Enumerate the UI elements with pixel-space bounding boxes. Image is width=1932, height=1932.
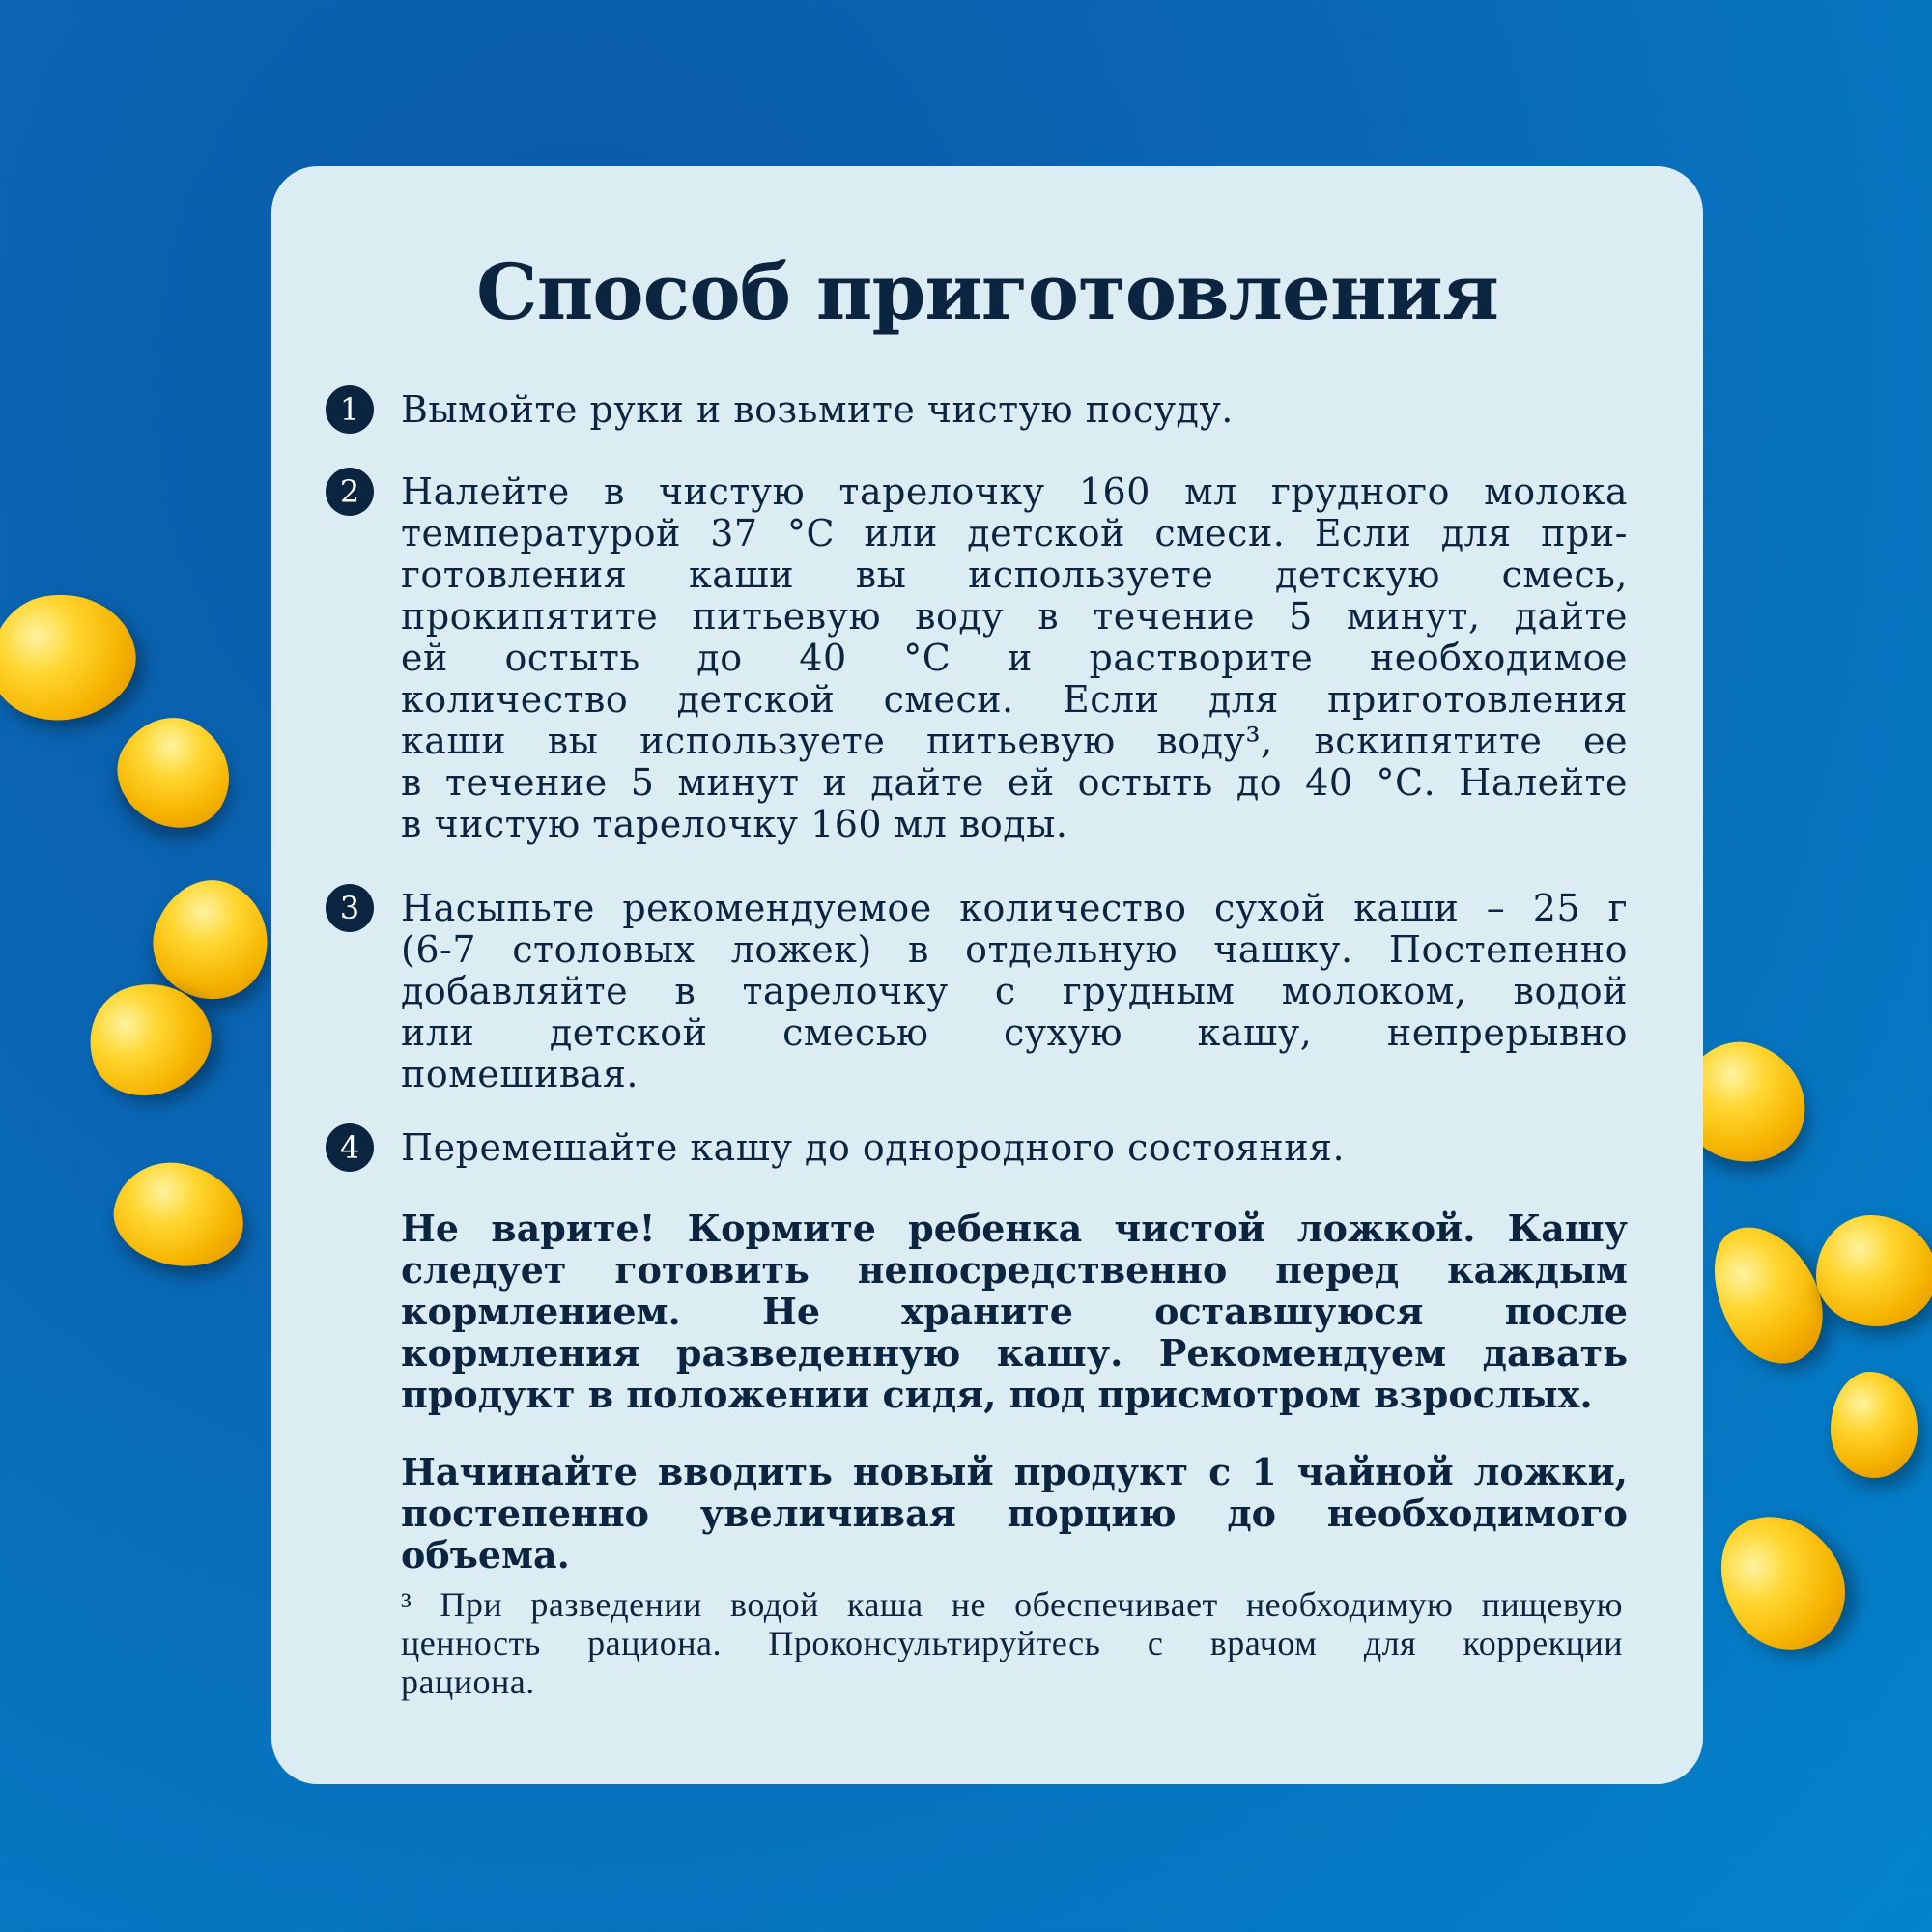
text-line: добавляйте в тарелочку с грудным молоком, водой (401, 970, 1628, 1012)
text-line: объема. (401, 1533, 570, 1577)
step-3-text (401, 888, 1628, 1095)
text-line: температурой 37 °С или детской смеси. Если для при- (401, 512, 1628, 554)
text-line: ей остыть до 40 °С и растворите необходимое (401, 637, 1628, 679)
step-4-text (401, 1127, 1628, 1169)
text-line: продукт в положении сидя, под присмотром взрослых. (401, 1373, 1593, 1416)
corn-kernel (1816, 1215, 1932, 1326)
step-number-badge: 3 (326, 884, 374, 932)
corn-kernel (1831, 1372, 1918, 1478)
corn-kernel (1697, 1492, 1867, 1672)
text-line: рациона. (401, 1662, 535, 1701)
text-line: (6-7 столовых ложек) в отдельную чашку. Постепенно (401, 928, 1628, 971)
text-line: ценность рациона. Проконсультируйтесь с врачом для коррекции (401, 1624, 1623, 1662)
corn-kernel (106, 1153, 252, 1276)
text-line: в чистую тарелочку 160 мл воды. (401, 803, 1068, 845)
text-line: постепенно увеличивая порцию до необходимого (401, 1492, 1628, 1535)
text-line: в течение 5 минут и дайте ей остыть до 40 °С. Налейте (401, 761, 1628, 804)
text-line: Перемешайте кашу до однородного состояния. (401, 1126, 1346, 1169)
text-line: следует готовить непосредственно перед каждым (401, 1248, 1628, 1292)
step-number-badge: 2 (326, 468, 374, 516)
text-line: каши вы используете питьевую воду³, вскипятите ее (401, 720, 1628, 762)
text-line: Не варите! Кормите ребенка чистой ложкой. Кашу (401, 1207, 1628, 1250)
text-line: готовления каши вы используете детскую смесь, (401, 554, 1628, 596)
text-line: ³ При разведении водой каша не обеспечивает необходимую пищевую (401, 1585, 1623, 1624)
text-line: Начинайте вводить новый продукт с 1 чайной ложки, (401, 1450, 1628, 1493)
corn-kernel (99, 698, 250, 847)
text-line: количество детской смеси. Если для приготовления (401, 678, 1628, 721)
footnote (401, 1585, 1623, 1701)
corn-kernel (0, 582, 145, 731)
text-line: Налейте в чистую тарелочку 160 мл грудного молока (401, 470, 1628, 513)
step-1-text (401, 389, 1628, 431)
step-number-badge: 4 (326, 1123, 374, 1172)
step-2-text (401, 471, 1628, 845)
warning-text (401, 1208, 1628, 1415)
text-line: Насыпьте рекомендуемое количество сухой каши – 25 г (401, 887, 1628, 929)
text-line: кормлением. Не храните оставшуюся после (401, 1290, 1628, 1333)
text-line: прокипятите питьевую воду в течение 5 минут, дайте (401, 595, 1628, 638)
page-title: Способ приготовления (476, 246, 1498, 337)
step-number-badge: 1 (326, 385, 374, 434)
text-line: помешивая. (401, 1053, 639, 1095)
text-line: кормления разведенную кашу. Рекомендуем давать (401, 1331, 1628, 1375)
intro-advice-text (401, 1451, 1628, 1576)
text-line: Вымойте руки и возьмите чистую посуду. (401, 388, 1234, 431)
text-line: или детской смесью сухую кашу, непрерывно (401, 1011, 1628, 1054)
